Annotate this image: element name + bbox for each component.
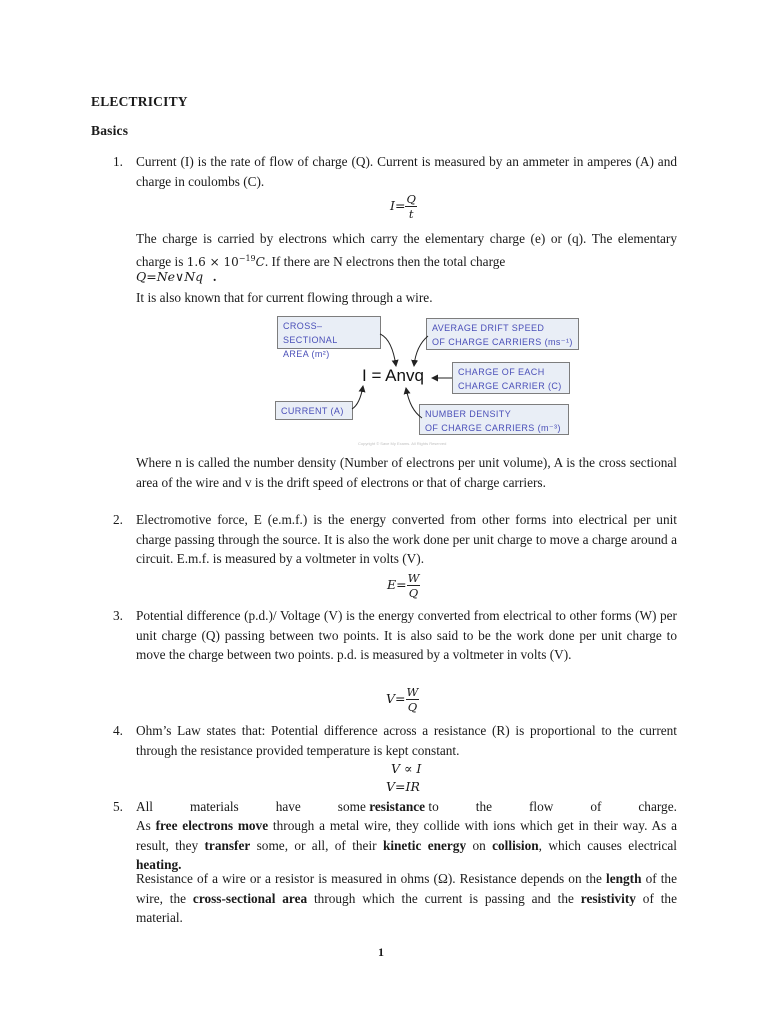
wire-current-text: It is also known that for current flowing through a wire.: [136, 290, 433, 305]
bold-term: free electrons move: [155, 818, 269, 833]
number-density-line2: OF CHARGE CARRIERS (m⁻³): [425, 423, 561, 433]
elementary-charge-value: [187, 255, 265, 269]
bold-term: collision: [492, 837, 539, 853]
item-5-paragraph-2: [136, 869, 677, 928]
diagram-arrows: [272, 314, 584, 446]
drift-label-line1: AVERAGE DRIFT SPEED: [432, 323, 545, 333]
text-run: through which the current is passing and the: [307, 890, 581, 906]
word: materials: [189, 799, 239, 814]
pd-formula: V= $\frac{W}{Q}$: [386, 685, 419, 714]
page-number: 1: [378, 945, 384, 959]
word: of: [590, 799, 602, 814]
arrow-area: [380, 334, 396, 366]
ohm-proportional-formula: V ∝ I: [391, 761, 422, 776]
text-run: some, or all, of their: [250, 837, 383, 853]
page-title: ELECTRICITY: [91, 94, 188, 109]
item-number: 2.: [113, 512, 123, 527]
item-1-text: Current (I) is the rate of flow of charge (Q). Current is measured by an ammeter in amperes (A) and charge in coulombs (C).: [136, 154, 677, 189]
bold-term: heating.: [136, 857, 182, 872]
word: flow: [528, 799, 554, 814]
bold-term: cross-sectional area: [192, 890, 308, 906]
area-label-line1: CROSS–SECTIONAL: [283, 321, 338, 345]
total-charge-formula: Q=Ne∨Nq: [136, 269, 204, 284]
period: .: [213, 269, 217, 284]
word: the: [475, 799, 492, 814]
drift-velocity-diagram: [272, 314, 584, 446]
text-run: As: [136, 818, 156, 833]
formula-denominator: t: [408, 207, 414, 221]
formula-denominator: Q: [407, 700, 418, 714]
bold-term: resistance: [369, 799, 426, 814]
arrow-number-density: [406, 388, 422, 418]
bold-term: resistivity: [580, 890, 636, 906]
item-number: 5.: [113, 799, 123, 814]
drift-label-line2: OF CHARGE CARRIERS (ms⁻¹): [432, 337, 573, 347]
word: have: [275, 799, 301, 814]
item-number: 3.: [113, 608, 123, 623]
current-label-text: CURRENT (A): [281, 406, 344, 416]
formula-fraction: [407, 571, 421, 600]
text-run: of the material.: [136, 890, 677, 925]
section-heading: Basics: [91, 123, 129, 138]
word: All: [136, 799, 153, 814]
text-run: , which causes electrical: [538, 837, 677, 853]
word: charge.: [638, 799, 677, 814]
formula-fraction: [405, 192, 416, 221]
text-run: through a metal wire, they collide with ions which get in their way. As a result, they: [136, 818, 677, 853]
charge-unit: C: [255, 254, 265, 269]
formula-lhs: I: [390, 198, 395, 213]
formula-fraction: [406, 685, 420, 714]
item-1-paragraph-2: [136, 229, 677, 272]
number-density-line1: NUMBER DENSITY: [425, 409, 512, 419]
area-label-line2: AREA (m²): [283, 349, 330, 359]
bold-term: length: [606, 871, 642, 886]
formula-numerator: W: [407, 571, 420, 585]
bold-term: transfer: [204, 837, 251, 853]
word-group: [338, 797, 439, 817]
elementary-charge-text: The charge is carried by electrons which carry the elementary charge (e) or (q). The elementary charge is: [136, 231, 677, 269]
current-formula: I= $\frac{Q}{t}$: [390, 192, 416, 221]
arrow-current: [352, 386, 363, 409]
text-run: of the wire, the: [136, 871, 677, 906]
item-2-text: Electromotive force, E (e.m.f.) is the energy converted from other forms into electrical per unit charge passing through the source. It is also the work done per unit charge to move a charge around a circuit. E.m.f. is measured by a voltmeter in volts (V).: [136, 512, 677, 566]
bold-term: kinetic energy: [382, 837, 467, 853]
arrow-drift: [414, 336, 428, 366]
formula-numerator: Q: [406, 192, 416, 206]
ohm-law-formula: V=IR: [386, 779, 420, 794]
drift-equation: I = Anvq: [362, 366, 424, 385]
charge-label-line2: CHARGE CARRIER (C): [458, 381, 562, 391]
item-3-text: Potential difference (p.d.)/ Voltage (V) is the energy converted from electrical to other forms (W) per unit charge (Q) passing between two points. It is also said to be the work done per unit charge to move the charge between two points. p.d. is measured by a voltmeter in volts (V).: [136, 608, 677, 662]
item-4-text: Ohm’s Law states that: Potential difference across a resistance (R) is proportional to the current through the resistance provided temperature is kept constant.: [136, 723, 677, 758]
formula-denominator: Q: [408, 586, 419, 600]
item-1-explanation: Where n is called the number density (Number of electrons per unit volume), A is the cross sectional area of the wire and v is the drift speed of electrons or that of charge carriers.: [136, 455, 677, 490]
formula-numerator: W: [406, 685, 419, 699]
text-run: Resistance of a wire or a resistor is measured in ohms (Ω). Resistance depends on the: [136, 871, 607, 886]
word: to: [428, 799, 439, 814]
charge-exponent: −19: [238, 253, 256, 263]
formula-lhs: V: [386, 691, 396, 706]
item-5-first-line: [136, 797, 677, 817]
electron-count-text: . If there are N electrons then the total charge: [264, 253, 506, 269]
charge-mantissa: 1.6 × 10: [186, 254, 239, 269]
emf-formula: E= $\frac{W}{Q}$: [387, 571, 420, 600]
text-run: on: [466, 837, 493, 853]
item-number: 1.: [113, 154, 123, 169]
diagram-copyright: Copyright © Save My Exams. All Rights Reserved: [358, 441, 447, 446]
item-number: 4.: [113, 723, 123, 738]
word: some: [337, 799, 366, 814]
item-5-paragraph-1: [136, 816, 677, 875]
charge-label-line1: CHARGE OF EACH: [458, 367, 545, 377]
formula-lhs: E: [387, 577, 397, 592]
